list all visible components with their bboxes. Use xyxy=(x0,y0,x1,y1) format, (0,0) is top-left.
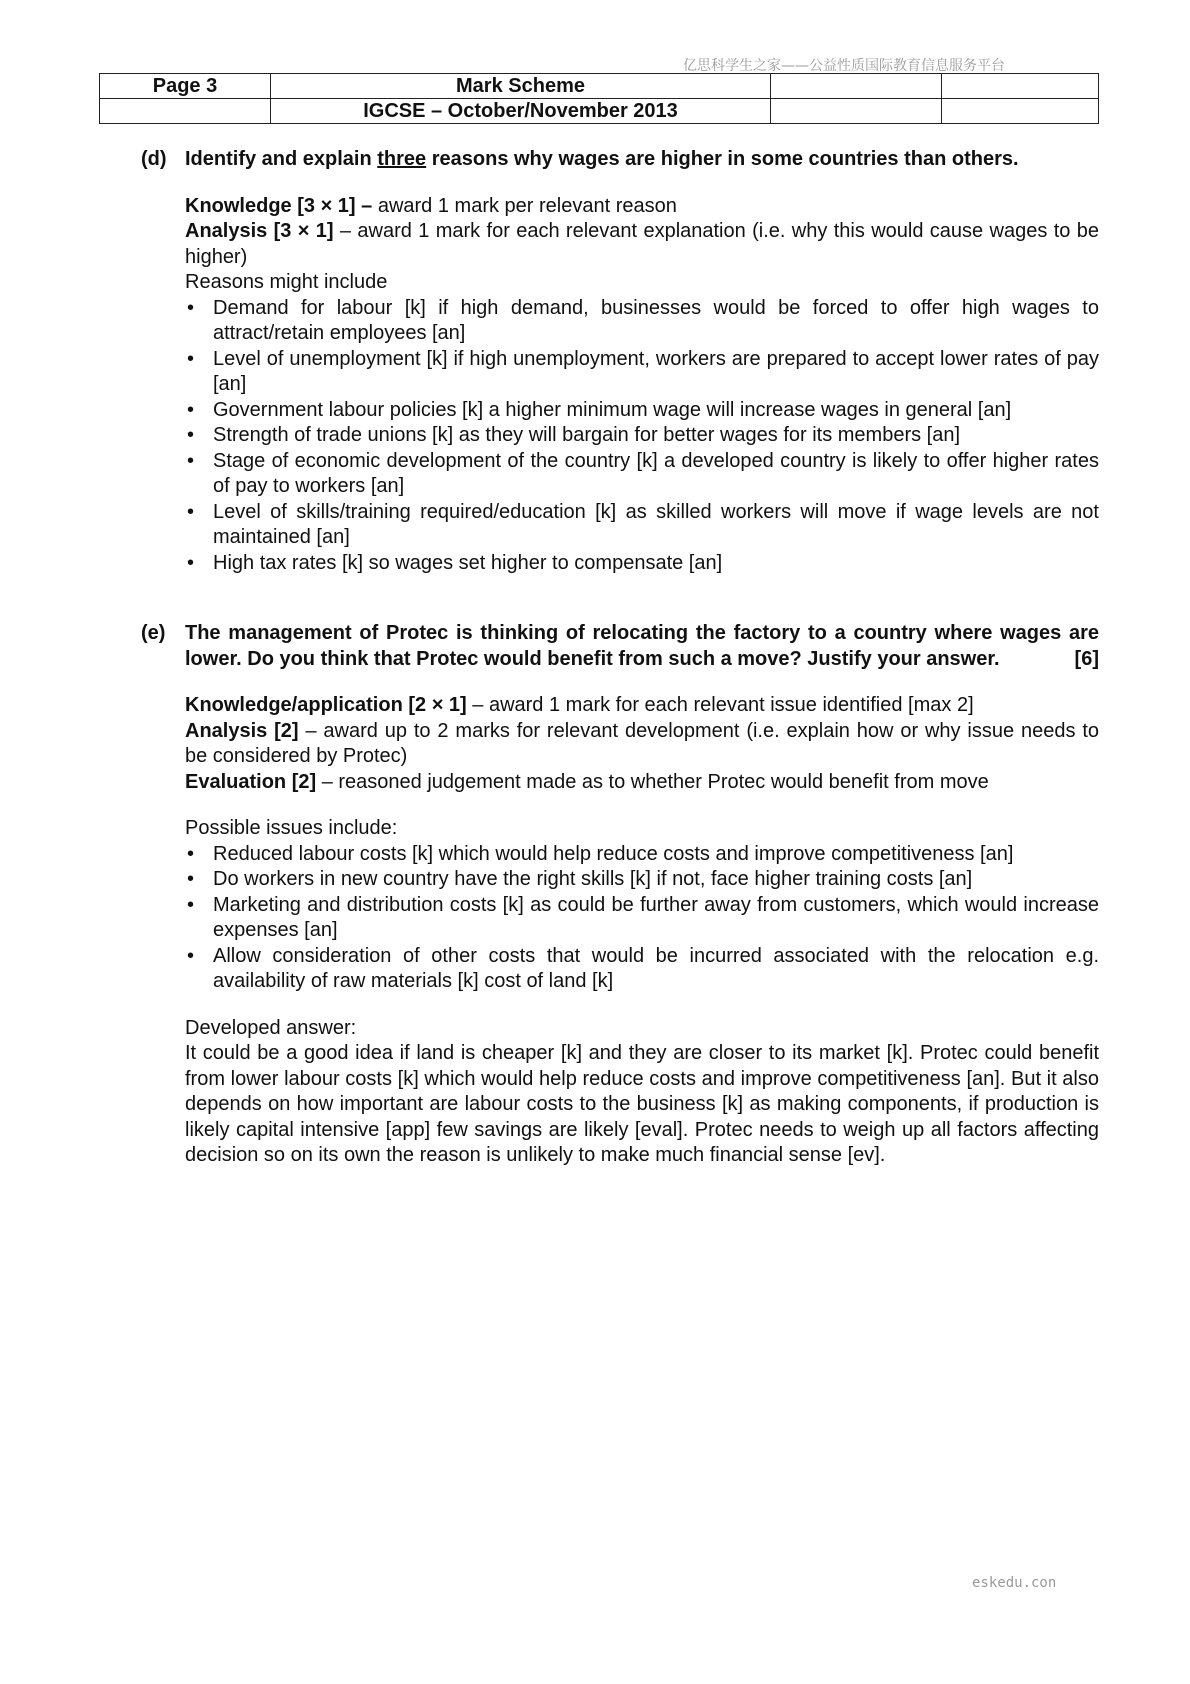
criterion-label: Evaluation [2] xyxy=(185,770,317,793)
knowledge-application-criterion xyxy=(185,693,1099,719)
criterion-label: Analysis [2] xyxy=(185,719,299,742)
question-text xyxy=(185,147,1099,173)
knowledge-criterion xyxy=(185,194,1099,220)
header-empty-cell xyxy=(771,99,942,124)
developed-answer-text: It could be a good idea if land is cheaper [k] and they are closer to its market [k]. Protec could benefit from lower labour costs [k] which would help reduce costs and improve competitiveness [an]. But it also depends on how important are labour costs to the business [k] as making components, if production is likely capital intensive [app] few savings are likely [eval]. Protec needs to weigh up all factors affecting decision so on its own the reason is unlikely to make much financial sense [ev]. xyxy=(185,1042,1099,1166)
list-item: • Government labour policies [k] a higher minimum wage will increase wages in general [an] xyxy=(185,398,1099,424)
question-text xyxy=(185,621,1099,672)
criterion-text: – reasoned judgement made as to whether Protec would benefit from move xyxy=(316,770,989,793)
question-label: (e) xyxy=(141,622,166,644)
question-text-part: The management of Protec is thinking of relocating the factory to a country where wages are lower. Do you think that Protec would benefit from such a move? Justify your answer. xyxy=(185,622,1099,670)
analysis-criterion xyxy=(185,719,1099,770)
developed-answer-label: Developed answer: xyxy=(185,1016,357,1039)
question-d xyxy=(141,147,1099,173)
list-item: • Allow consideration of other costs that would be incurred associated with the relocation e.g. availability of raw materials [k] cost of land [k] xyxy=(185,944,1099,995)
list-item: • Level of unemployment [k] if high unemployment, workers are prepared to accept lower rates of pay [an] xyxy=(185,347,1099,398)
exam-session: IGCSE – October/November 2013 xyxy=(271,99,771,124)
criterion-label: Knowledge [3 × 1] – xyxy=(185,194,373,217)
list-item: • Strength of trade unions [k] as they will bargain for better wages for its members [an] xyxy=(185,423,1099,449)
question-d-guidance xyxy=(185,194,1099,577)
list-item: • Marketing and distribution costs [k] as could be further away from customers, which would increase expenses [an] xyxy=(185,893,1099,944)
question-e xyxy=(141,621,1099,672)
reasons-intro: Reasons might include xyxy=(185,271,388,293)
list-item: • Stage of economic development of the country [k] a developed country is likely to offer higher rates of pay to workers [an] xyxy=(185,449,1099,500)
header-row-2 xyxy=(100,99,1099,124)
question-text-underlined: three xyxy=(377,148,427,170)
page-header-table xyxy=(99,73,1099,124)
list-item: • High tax rates [k] so wages set higher to compensate [an] xyxy=(185,551,1099,577)
list-item: • Demand for labour [k] if high demand, businesses would be forced to offer high wages to attract/retain employees [an] xyxy=(185,296,1099,347)
evaluation-criterion xyxy=(185,770,1099,796)
question-e-guidance xyxy=(185,693,1099,1169)
question-label: (d) xyxy=(141,148,167,170)
watermark-text: 亿思科学生之家——公益性质国际教育信息服务平台 xyxy=(683,58,1005,74)
header-empty-cell xyxy=(100,99,271,124)
question-text-part: Identify and explain xyxy=(185,148,378,170)
criterion-text: – award 1 mark for each relevant issue identified [max 2] xyxy=(466,694,974,716)
issues-intro: Possible issues include: xyxy=(185,817,398,839)
list-item: • Do workers in new country have the right skills [k] if not, face higher training costs [an] xyxy=(185,867,1099,893)
analysis-criterion xyxy=(185,219,1099,270)
reasons-list xyxy=(185,296,1099,577)
list-item: • Level of skills/training required/education [k] as skilled workers will move if wage levels are not maintained [an] xyxy=(185,500,1099,551)
criterion-text: – award 1 mark for each relevant explanation (i.e. why this would cause wages to be higher) xyxy=(185,220,1099,268)
header-row-1 xyxy=(100,74,1099,99)
document-title: Mark Scheme xyxy=(271,74,771,99)
header-empty-cell xyxy=(942,99,1099,124)
list-item: • Reduced labour costs [k] which would help reduce costs and improve competitiveness [an] xyxy=(185,842,1099,868)
criterion-label: Analysis [3 × 1] xyxy=(185,220,334,242)
header-empty-cell xyxy=(942,74,1099,99)
issues-list xyxy=(185,842,1099,995)
header-empty-cell xyxy=(771,74,942,99)
criterion-label: Knowledge/application [2 × 1] xyxy=(185,694,467,716)
mark-scheme-content xyxy=(141,147,1099,1169)
question-marks: [6] xyxy=(1074,647,1099,670)
criterion-text: award 1 mark per relevant reason xyxy=(372,194,677,217)
criterion-text: – award up to 2 marks for relevant development (i.e. explain how or why issue needs to be considered by Protec) xyxy=(185,719,1100,767)
page-number: Page 3 xyxy=(100,74,271,99)
footer-watermark: eskedu.con xyxy=(972,1575,1057,1591)
question-text-part: reasons why wages are higher in some countries than others. xyxy=(426,148,1019,170)
